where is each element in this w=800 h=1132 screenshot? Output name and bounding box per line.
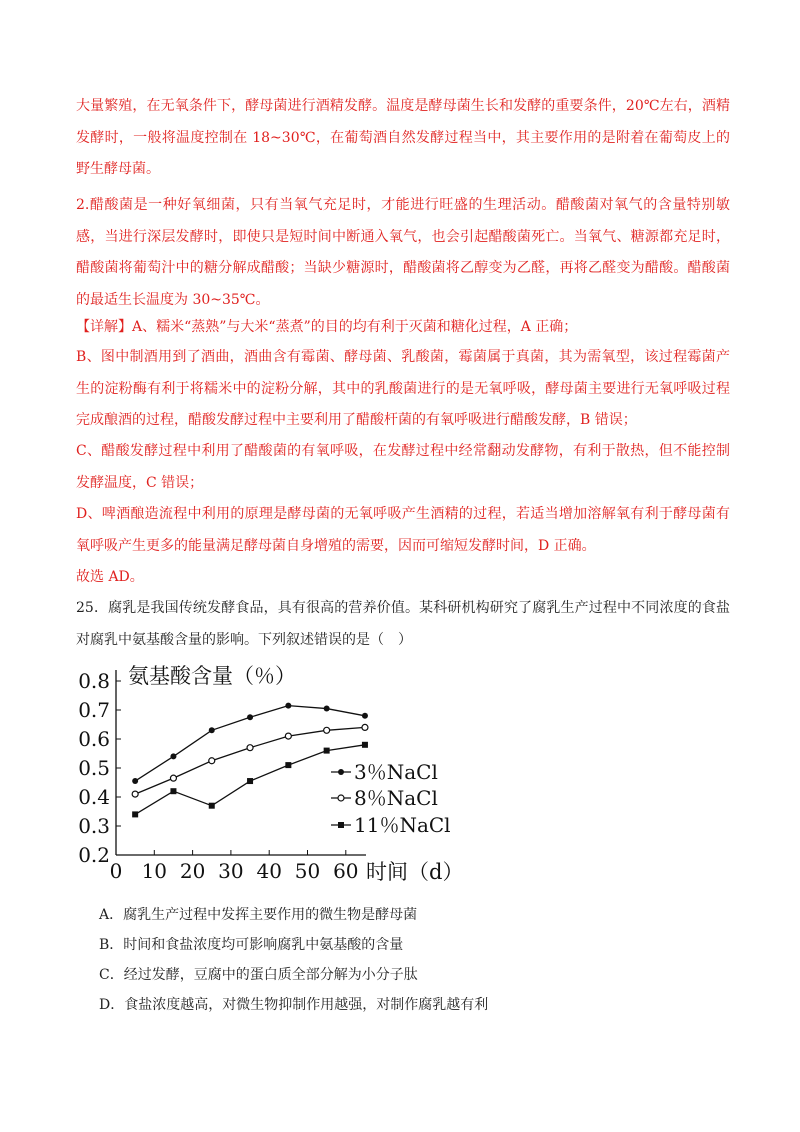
explanation-paragraph-2: 2.醋酸菌是一种好氧细菌，只有当氧气充足时，才能进行旺盛的生理活动。醋酸菌对氧气的含量特别敏感，当进行深层发酵时，即使只是短时间中断通入氧气，也会引起醋酸菌死亡。当氧气、糖源都充足时，醋酸菌将葡萄汁中的糖分解成醋酸；当缺少糖源时，醋酸菌将乙醇变为乙醛，再将乙醛变为醋酸。醋酸菌的最适生长温度为 30~35℃。 bbox=[76, 197, 730, 308]
data-point bbox=[324, 748, 330, 754]
x-tick-label: 50 bbox=[294, 859, 321, 883]
x-tick-label: 0 bbox=[109, 859, 123, 883]
data-point bbox=[285, 762, 291, 768]
explanation-detail-a: 【详解】A、糯米“蒸熟”与大米“蒸煮”的目的均有利于灭菌和糖化过程，A 正确； bbox=[76, 319, 578, 335]
data-point bbox=[247, 714, 253, 720]
x-tick-label: 60 bbox=[333, 859, 359, 883]
option-c[interactable]: C．经过发酵，豆腐中的蛋白质全部分解为小分子肽 bbox=[99, 967, 418, 983]
data-point bbox=[362, 724, 368, 730]
chart-axes bbox=[116, 670, 366, 855]
legend-label: 3％NaCl bbox=[354, 760, 438, 784]
data-point bbox=[247, 778, 253, 784]
legend-label: 11％NaCl bbox=[354, 813, 451, 837]
data-point bbox=[209, 803, 215, 809]
data-point bbox=[132, 791, 138, 797]
chart-legend bbox=[331, 760, 451, 837]
y-tick-labels bbox=[78, 669, 110, 867]
series-line-2 bbox=[135, 727, 365, 794]
x-tick-label: 10 bbox=[141, 859, 168, 883]
option-d[interactable]: D．食盐浓度越高，对微生物抑制作用越强，对制作腐乳越有利 bbox=[99, 997, 489, 1013]
explanation-detail-b: B、图中制酒用到了酒曲，酒曲含有霉菌、酵母菌、乳酸菌，霉菌属于真菌，其为需氧型，该过程霉菌产生的淀粉酶有利于将糯米中的淀粉分解，其中的乳酸菌进行的是无氧呼吸，酵母菌主要进行无氧呼吸过程完成酿酒的过程，醋酸发酵过程中主要利用了醋酸杆菌的有氧呼吸进行醋酸发酵，B 错误； bbox=[76, 349, 730, 428]
data-point bbox=[285, 733, 291, 739]
option-b[interactable]: B．时间和食盐浓度均可影响腐乳中氨基酸的含量 bbox=[99, 937, 404, 953]
legend-marker bbox=[338, 795, 344, 801]
x-tick-labels bbox=[110, 859, 359, 883]
x-axis-title: 时间（d） bbox=[366, 860, 464, 884]
y-tick-label: 0.3 bbox=[78, 814, 110, 838]
legend-marker bbox=[338, 822, 344, 828]
series-lines bbox=[135, 706, 365, 815]
data-point bbox=[132, 778, 138, 784]
amino-acid-line-chart bbox=[70, 652, 490, 892]
legend-label: 8％NaCl bbox=[354, 786, 438, 810]
y-axis-title: 氨基酸含量（％） bbox=[128, 664, 296, 688]
data-point bbox=[209, 758, 215, 764]
data-point bbox=[170, 788, 176, 794]
explanation-detail-d: D、啤酒酿造流程中利用的原理是酵母菌的无氧呼吸产生酒精的过程，若适当增加溶解氧有利于酵母菌有氧呼吸产生更多的能量满足酵母菌自身增殖的需要，因而可缩短发酵时间，D 正确。 bbox=[76, 506, 730, 554]
question-stem: 25．腐乳是我国传统发酵食品，具有很高的营养价值。某科研机构研究了腐乳生产过程中不同浓度的食盐对腐乳中氨基酸含量的影响。下列叙述错误的是（ ） bbox=[76, 600, 730, 648]
y-tick-label: 0.4 bbox=[78, 785, 110, 809]
x-tick-label: 20 bbox=[179, 859, 206, 883]
x-tick-label: 40 bbox=[256, 859, 282, 883]
data-point bbox=[324, 727, 330, 733]
data-point bbox=[247, 745, 253, 751]
explanation-paragraph-1: 大量繁殖，在无氧条件下，酵母菌进行酒精发酵。温度是酵母菌生长和发酵的重要条件，20℃左右，酒精发酵时，一般将温度控制在 18~30℃，在葡萄酒自然发酵过程当中，其主要作用的是附着在葡萄皮上的野生酵母菌。 bbox=[76, 98, 730, 177]
y-tick-label: 0.5 bbox=[78, 756, 110, 780]
data-point bbox=[170, 775, 176, 781]
data-point bbox=[209, 727, 215, 733]
x-tick-label: 30 bbox=[218, 859, 244, 883]
data-point bbox=[132, 811, 138, 817]
explanation-answer: 故选 AD。 bbox=[76, 569, 144, 585]
data-point bbox=[285, 703, 291, 709]
data-point bbox=[362, 713, 368, 719]
y-tick-label: 0.2 bbox=[78, 843, 110, 867]
option-a[interactable]: A．腐乳生产过程中发挥主要作用的微生物是酵母菌 bbox=[99, 907, 418, 923]
y-tick-label: 0.6 bbox=[78, 727, 110, 751]
legend-marker bbox=[338, 769, 344, 775]
data-point bbox=[362, 742, 368, 748]
explanation-detail-c: C、醋酸发酵过程中利用了醋酸菌的有氧呼吸，在发酵过程中经常翻动发酵物，有利于散热，但不能控制发酵温度，C 错误； bbox=[76, 443, 730, 491]
data-point bbox=[324, 706, 330, 712]
y-tick-label: 0.8 bbox=[78, 669, 110, 693]
data-point bbox=[170, 753, 176, 759]
y-tick-label: 0.7 bbox=[78, 698, 110, 722]
